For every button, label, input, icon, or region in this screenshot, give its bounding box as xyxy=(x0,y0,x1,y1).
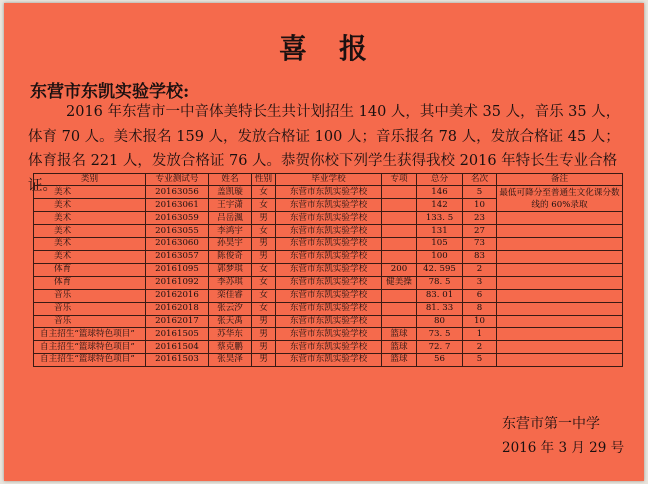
cell-test-id: 20163059 xyxy=(146,212,209,225)
cell-score: 100 xyxy=(417,251,463,264)
cell-special xyxy=(382,238,417,251)
table-row xyxy=(34,263,623,276)
cell-note-empty xyxy=(497,225,623,238)
cell-school: 东营市东凯实验学校 xyxy=(276,263,382,276)
header-school: 毕业学校 xyxy=(276,174,382,186)
cell-test-id: 20161505 xyxy=(146,328,209,341)
cell-name: 郭梦琪 xyxy=(209,263,252,276)
cell-test-id: 20163060 xyxy=(146,238,209,251)
cell-gender: 女 xyxy=(252,186,276,199)
cell-note-empty xyxy=(497,354,623,367)
table-row xyxy=(34,225,623,238)
cell-name: 孙昊宇 xyxy=(209,238,252,251)
header-rank: 名次 xyxy=(463,174,497,186)
cell-school: 东营市东凯实验学校 xyxy=(276,238,382,251)
cell-test-id: 20162017 xyxy=(146,315,209,328)
cell-rank: 27 xyxy=(463,225,497,238)
cell-note-empty xyxy=(497,341,623,354)
table-row xyxy=(34,328,623,341)
cell-name: 李鸿宇 xyxy=(209,225,252,238)
cell-rank: 73 xyxy=(463,238,497,251)
cell-name: 栾佳睿 xyxy=(209,289,252,302)
table-row xyxy=(34,354,623,367)
cell-category: 美术 xyxy=(34,251,146,264)
cell-category: 美术 xyxy=(34,186,146,199)
cell-category: 音乐 xyxy=(34,315,146,328)
cell-name: 张云汐 xyxy=(209,302,252,315)
cell-school: 东营市东凯实验学校 xyxy=(276,315,382,328)
signature-date: 2016 年 3 月 29 号 xyxy=(502,440,625,456)
cell-name: 吕岳渢 xyxy=(209,212,252,225)
addressee: 东营市东凯实验学校: xyxy=(30,82,190,102)
cell-name: 盖凯璇 xyxy=(209,186,252,199)
cell-gender: 女 xyxy=(252,289,276,302)
cell-test-id: 20161504 xyxy=(146,341,209,354)
cell-special: 篮球 xyxy=(382,341,417,354)
cell-school: 东营市东凯实验学校 xyxy=(276,302,382,315)
cell-school: 东营市东凯实验学校 xyxy=(276,341,382,354)
cell-rank: 2 xyxy=(463,341,497,354)
cell-name: 张昊泽 xyxy=(209,354,252,367)
cell-gender: 女 xyxy=(252,199,276,212)
cell-test-id: 20163057 xyxy=(146,251,209,264)
cell-special xyxy=(382,251,417,264)
cell-score: 42. 595 xyxy=(417,263,463,276)
cell-special xyxy=(382,225,417,238)
notice-body: 2016 年东营市一中音体美特长生共计划招生 140 人，其中美术 35 人，音乐 35 人，体育 70 人。美术报名 159 人，发放合格证 100 人；音乐报名 78 人，发放合格证 45 人；体育报名 221 人，发放合格证 76 人。恭贺你校下列学生获得我校 2016 年特长生专业合格证。 xyxy=(28,104,621,194)
cell-gender: 男 xyxy=(252,341,276,354)
cell-score: 73. 5 xyxy=(417,328,463,341)
cell-gender: 女 xyxy=(252,276,276,289)
cell-special: 篮球 xyxy=(382,354,417,367)
header-special: 专项 xyxy=(382,174,417,186)
cell-rank: 10 xyxy=(463,199,497,212)
cell-test-id: 20163055 xyxy=(146,225,209,238)
cell-rank: 10 xyxy=(463,315,497,328)
cell-test-id: 20163056 xyxy=(146,186,209,199)
cell-score: 72. 7 xyxy=(417,341,463,354)
cell-rank: 83 xyxy=(463,251,497,264)
cell-school: 东营市东凯实验学校 xyxy=(276,354,382,367)
table-row xyxy=(34,212,623,225)
cell-category: 美术 xyxy=(34,212,146,225)
cell-rank: 2 xyxy=(463,263,497,276)
cell-test-id: 20161095 xyxy=(146,263,209,276)
cell-rank: 8 xyxy=(463,302,497,315)
cell-gender: 女 xyxy=(252,225,276,238)
cell-special xyxy=(382,186,417,199)
cell-rank: 1 xyxy=(463,328,497,341)
cell-note-empty xyxy=(497,315,623,328)
cell-school: 东营市东凯实验学校 xyxy=(276,289,382,302)
cell-rank: 23 xyxy=(463,212,497,225)
cell-category: 美术 xyxy=(34,199,146,212)
cell-score: 80 xyxy=(417,315,463,328)
header-test-id: 专业测试号 xyxy=(146,174,209,186)
cell-category: 美术 xyxy=(34,238,146,251)
cell-special: 健美操 xyxy=(382,276,417,289)
cell-test-id: 20161092 xyxy=(146,276,209,289)
header-name: 姓名 xyxy=(209,174,252,186)
cell-test-id: 20161503 xyxy=(146,354,209,367)
results-table xyxy=(33,173,623,367)
cell-school: 东营市东凯实验学校 xyxy=(276,186,382,199)
cell-category: 体育 xyxy=(34,263,146,276)
cell-gender: 女 xyxy=(252,302,276,315)
cell-gender: 男 xyxy=(252,238,276,251)
cell-name: 王宇潇 xyxy=(209,199,252,212)
cell-note-empty xyxy=(497,263,623,276)
cell-school: 东营市东凯实验学校 xyxy=(276,225,382,238)
cell-score: 83. 01 xyxy=(417,289,463,302)
cell-test-id: 20162016 xyxy=(146,289,209,302)
cell-category: 自主招生“篮球特色项目” xyxy=(34,328,146,341)
cell-category: 音乐 xyxy=(34,302,146,315)
cell-school: 东营市东凯实验学校 xyxy=(276,276,382,289)
cell-school: 东营市东凯实验学校 xyxy=(276,251,382,264)
table-row xyxy=(34,302,623,315)
cell-gender: 男 xyxy=(252,212,276,225)
cell-score: 131 xyxy=(417,225,463,238)
cell-note-empty xyxy=(497,251,623,264)
cell-score: 81. 33 xyxy=(417,302,463,315)
cell-school: 东营市东凯实验学校 xyxy=(276,199,382,212)
cell-note-empty xyxy=(497,328,623,341)
cell-category: 自主招生“篮球特色项目” xyxy=(34,354,146,367)
cell-category: 体育 xyxy=(34,276,146,289)
cell-name: 蔡克鹏 xyxy=(209,341,252,354)
cell-note-empty xyxy=(497,276,623,289)
table-row xyxy=(34,315,623,328)
cell-gender: 女 xyxy=(252,263,276,276)
cell-special xyxy=(382,212,417,225)
signature-school: 东营市第一中学 xyxy=(502,416,600,432)
cell-note-empty xyxy=(497,212,623,225)
cell-score: 78. 5 xyxy=(417,276,463,289)
cell-test-id: 20163061 xyxy=(146,199,209,212)
cell-note-empty xyxy=(497,238,623,251)
table-row xyxy=(34,251,623,264)
cell-note: 最低可降分至普通生文化课分数线的 60%录取 xyxy=(497,186,623,212)
cell-name: 陈俊奇 xyxy=(209,251,252,264)
cell-special xyxy=(382,199,417,212)
cell-gender: 男 xyxy=(252,328,276,341)
cell-special xyxy=(382,315,417,328)
cell-note-empty xyxy=(497,289,623,302)
table-header-row xyxy=(34,174,623,186)
table-row xyxy=(34,238,623,251)
cell-note-empty xyxy=(497,302,623,315)
cell-special: 200 xyxy=(382,263,417,276)
cell-rank: 3 xyxy=(463,276,497,289)
cell-name: 张天禹 xyxy=(209,315,252,328)
cell-name: 李苏琪 xyxy=(209,276,252,289)
cell-special xyxy=(382,289,417,302)
notice-title: 喜 报 xyxy=(278,32,369,65)
cell-category: 自主招生“篮球特色项目” xyxy=(34,341,146,354)
cell-category: 音乐 xyxy=(34,289,146,302)
header-category: 类别 xyxy=(34,174,146,186)
table-row xyxy=(34,289,623,302)
cell-score: 105 xyxy=(417,238,463,251)
cell-gender: 男 xyxy=(252,251,276,264)
cell-name: 苏华东 xyxy=(209,328,252,341)
header-note: 备注 xyxy=(497,174,623,186)
cell-rank: 6 xyxy=(463,289,497,302)
cell-rank: 5 xyxy=(463,354,497,367)
cell-category: 美术 xyxy=(34,225,146,238)
cell-score: 142 xyxy=(417,199,463,212)
cell-gender: 男 xyxy=(252,315,276,328)
cell-special: 篮球 xyxy=(382,328,417,341)
header-score: 总分 xyxy=(417,174,463,186)
cell-test-id: 20162018 xyxy=(146,302,209,315)
table-row xyxy=(34,186,623,199)
cell-gender: 男 xyxy=(252,354,276,367)
cell-school: 东营市东凯实验学校 xyxy=(276,212,382,225)
cell-score: 133. 5 xyxy=(417,212,463,225)
header-gender: 性别 xyxy=(252,174,276,186)
table-row xyxy=(34,276,623,289)
table-row xyxy=(34,341,623,354)
cell-score: 56 xyxy=(417,354,463,367)
cell-school: 东营市东凯实验学校 xyxy=(276,328,382,341)
cell-score: 146 xyxy=(417,186,463,199)
cell-rank: 5 xyxy=(463,186,497,199)
table-body xyxy=(34,186,623,367)
cell-special xyxy=(382,302,417,315)
